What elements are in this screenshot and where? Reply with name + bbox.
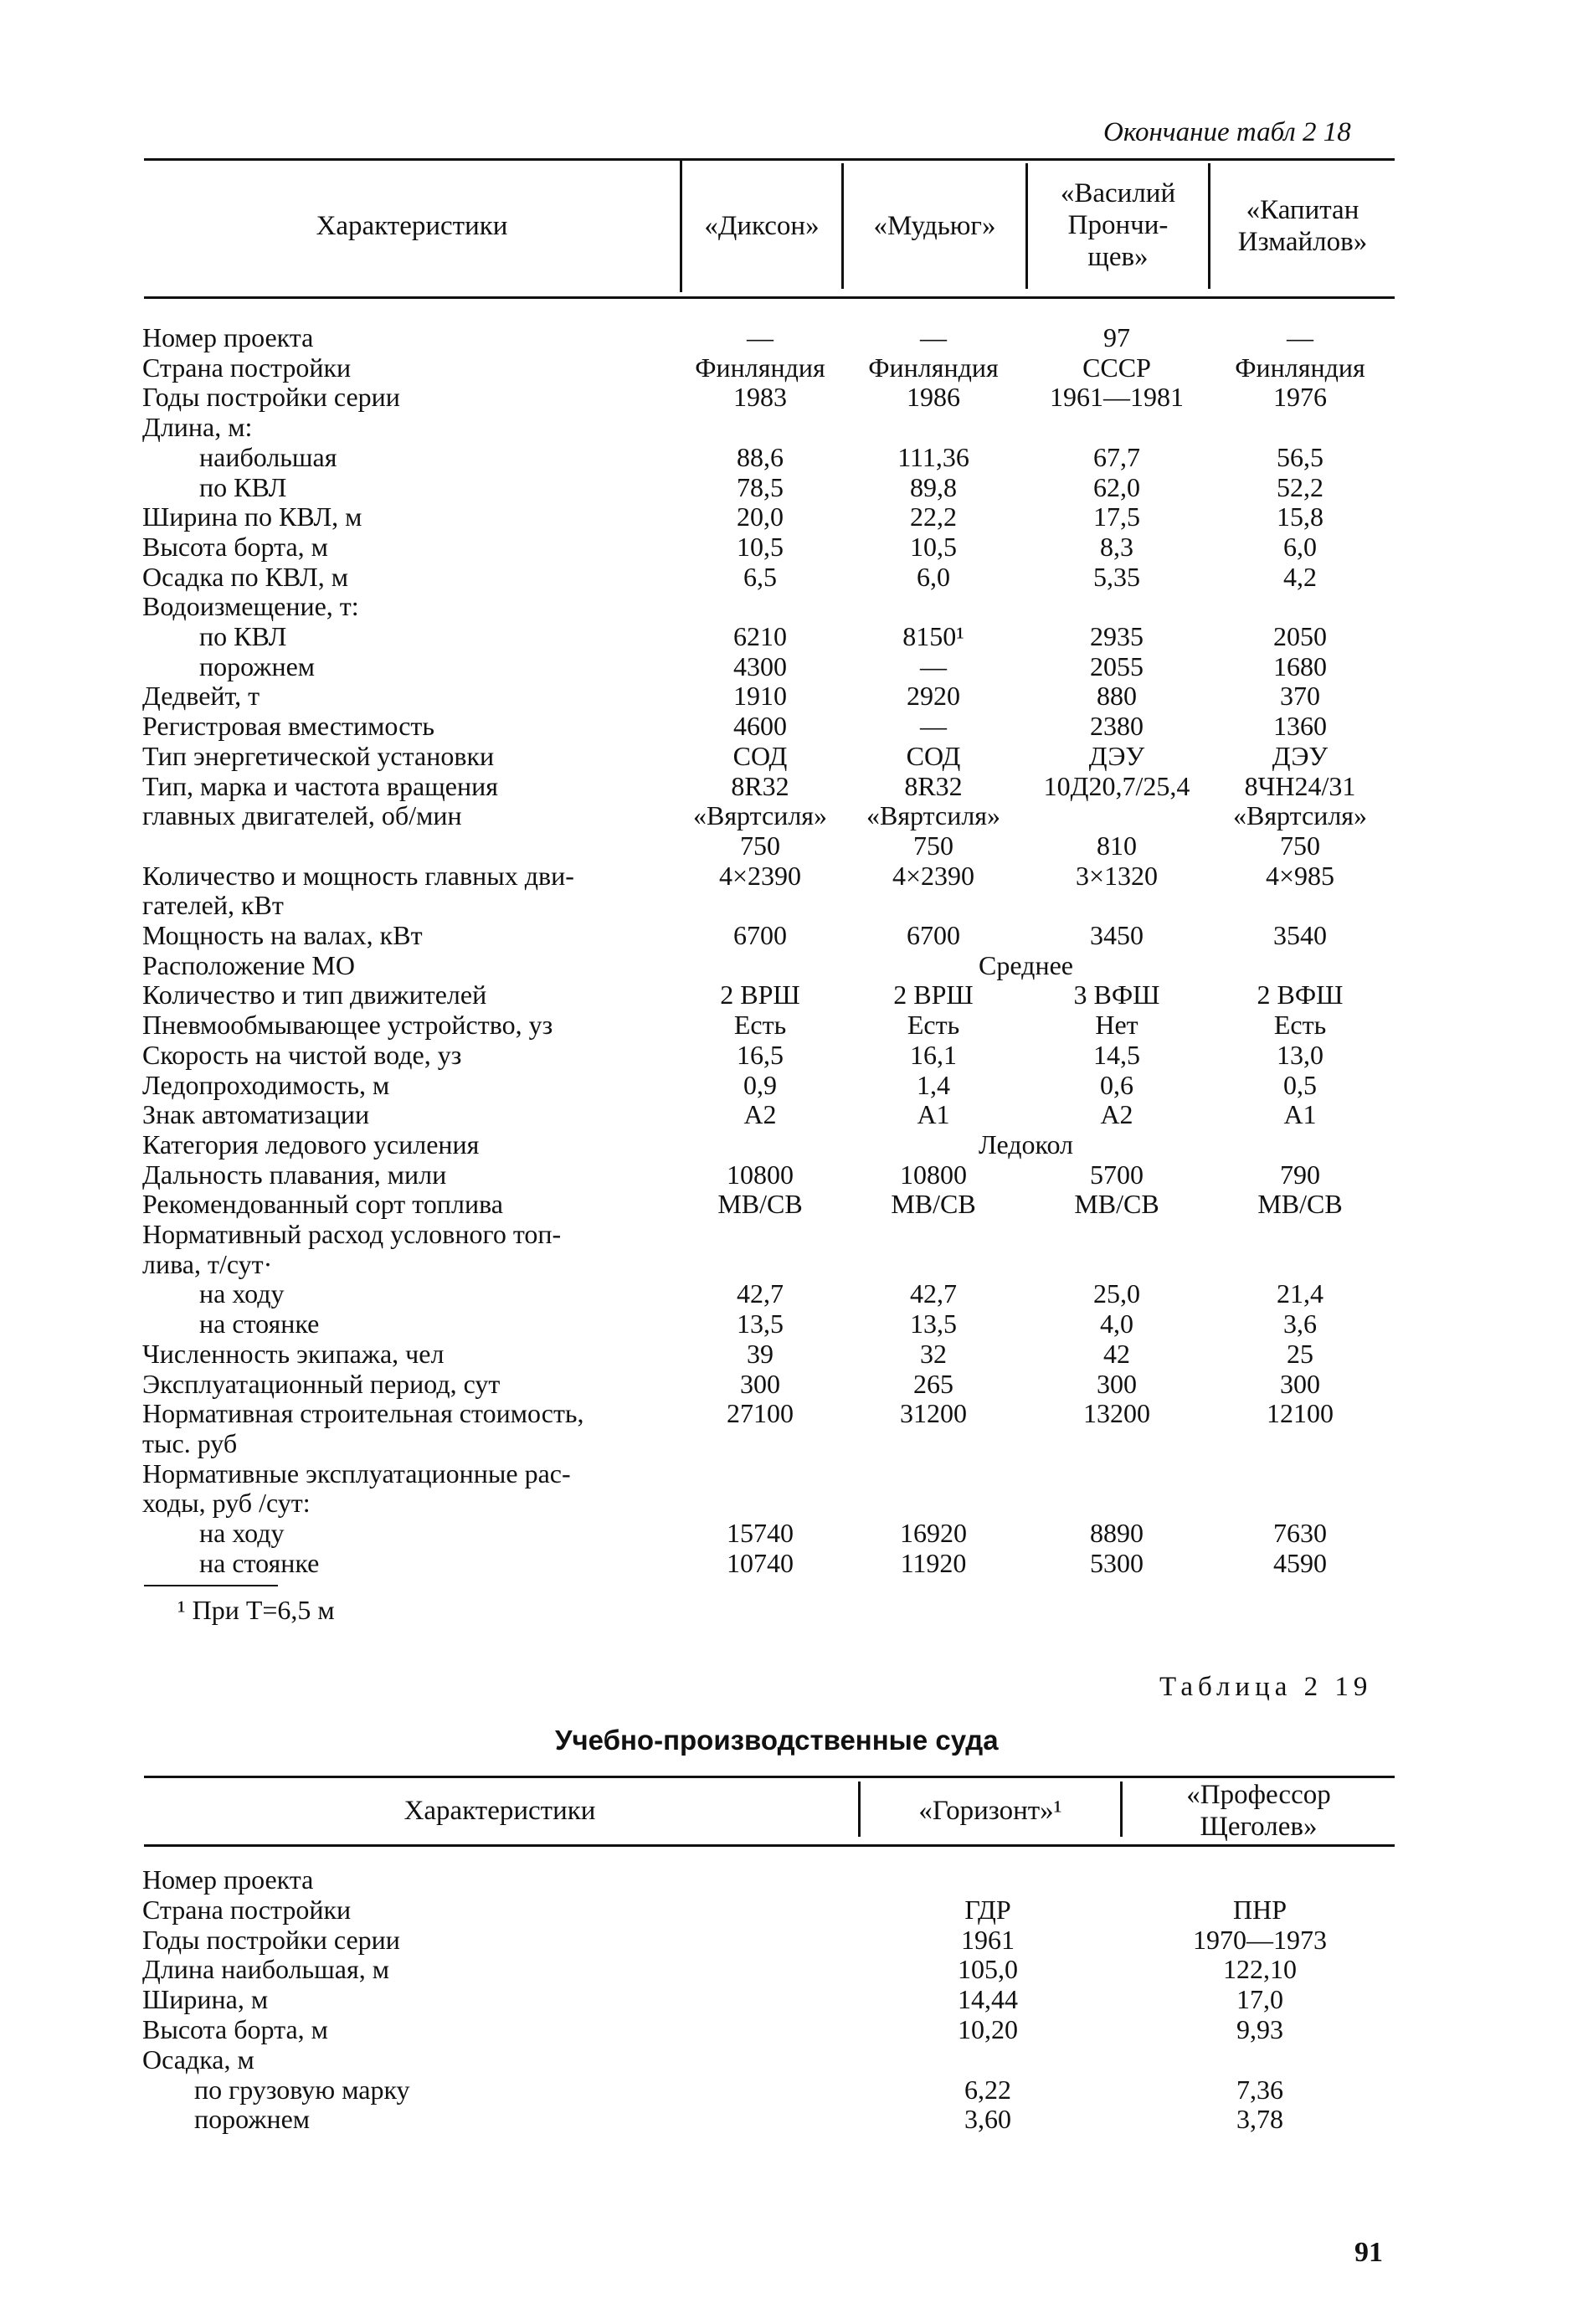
table-cell: 0,9 (743, 1070, 777, 1100)
table2-header-characteristics: Характеристики (403, 1796, 596, 1826)
table-cell: 2920 (907, 681, 960, 711)
table-cell: 3450 (1090, 920, 1144, 950)
table-cell: 42,7 (910, 1278, 957, 1309)
table-cell: 32 (920, 1339, 947, 1369)
row-label: Знак автоматизации (142, 1099, 370, 1129)
table-cell: 15740 (727, 1518, 794, 1548)
table-cell: 1986 (907, 382, 960, 412)
table-cell: — (920, 651, 947, 681)
table-cell: ГДР (964, 1895, 1011, 1925)
table-row (0, 771, 1583, 801)
row-label: Высота борта, м (142, 532, 328, 562)
table-row (0, 741, 1583, 771)
table-row (0, 2014, 1583, 2044)
table-cell: 8ЧН24/31 (1244, 771, 1356, 801)
table-row (0, 1129, 1583, 1159)
table-cell: 370 (1280, 681, 1320, 711)
table-cell: 27100 (727, 1398, 794, 1428)
table-cell: 8150¹ (902, 621, 964, 651)
table-cell: 4×2390 (718, 861, 802, 891)
table-cell: 31200 (900, 1398, 967, 1428)
table-cell: 1910 (733, 681, 787, 711)
table-cell: 1961—1981 (1050, 382, 1184, 412)
table-cell: Финляндия (1235, 352, 1365, 383)
table-row (0, 621, 1583, 651)
row-label: главных двигателей, об/мин (142, 800, 462, 830)
table-cell: Есть (907, 1010, 960, 1040)
table-row (0, 442, 1583, 472)
table-row (0, 800, 1583, 830)
row-label: Дедвейт, т (142, 681, 260, 711)
table-cell: ДЭУ (1088, 741, 1145, 771)
table-cell: МВ/СВ (717, 1189, 803, 1219)
table-cell: 2935 (1090, 621, 1144, 651)
table-cell: 0,5 (1283, 1070, 1317, 1100)
table-cell: А2 (1100, 1099, 1133, 1129)
row-spanning-value: Ледокол (978, 1129, 1073, 1159)
table-cell: 16,1 (910, 1040, 957, 1070)
table-row (0, 352, 1583, 383)
table1-footnote: ¹ При T=6,5 м (177, 1595, 335, 1625)
table-cell: 7,36 (1236, 2075, 1283, 2105)
table-cell: 2055 (1090, 651, 1144, 681)
table-row (0, 1070, 1583, 1100)
row-label: на ходу (199, 1278, 285, 1309)
row-label: по грузовую марку (194, 2075, 410, 2105)
table2-header-bottom-rule (144, 1844, 1395, 1847)
table-row (0, 1219, 1583, 1249)
table-row (0, 2075, 1583, 2105)
table-row (0, 830, 1583, 861)
table-row (0, 1458, 1583, 1488)
table-cell: 8R32 (731, 771, 789, 801)
table-cell: 810 (1097, 830, 1137, 861)
table-cell: 5,35 (1093, 562, 1140, 592)
table-cell: 9,93 (1236, 2014, 1283, 2044)
table-cell: 15,8 (1277, 501, 1323, 532)
table-cell: 21,4 (1277, 1278, 1323, 1309)
table-cell: 6700 (733, 920, 787, 950)
table-cell: Есть (1273, 1010, 1327, 1040)
table-cell: 78,5 (737, 472, 784, 502)
table-cell: 750 (913, 830, 953, 861)
table1-header-bottom-rule (144, 296, 1395, 299)
table-row (0, 1309, 1583, 1339)
table-cell: 5300 (1090, 1548, 1144, 1578)
table-cell: 62,0 (1093, 472, 1140, 502)
table-cell: — (747, 322, 774, 352)
row-label: тыс. руб (142, 1428, 238, 1458)
row-label: порожнем (199, 651, 316, 681)
table-cell: 2 ВФШ (1257, 979, 1344, 1010)
table2-header-gorizont: «Горизонт»¹ (918, 1796, 1062, 1826)
table-cell: 10Д20,7/25,4 (1043, 771, 1190, 801)
table-cell: А1 (1283, 1099, 1317, 1129)
row-label: Номер проекта (142, 322, 314, 352)
table-cell: Есть (733, 1010, 787, 1040)
table-cell: 4,2 (1283, 562, 1317, 592)
table-row (0, 1398, 1583, 1428)
table-cell: 1983 (733, 382, 787, 412)
table-row (0, 890, 1583, 920)
table-cell: 750 (740, 830, 780, 861)
row-spanning-value: Среднее (979, 950, 1073, 980)
row-label: Численность экипажа, чел (142, 1339, 445, 1369)
table-cell: 4×985 (1265, 861, 1335, 891)
table-cell: 52,2 (1277, 472, 1323, 502)
table-cell: «Вяртсиля» (692, 800, 828, 830)
row-label: Мощность на валах, кВт (142, 920, 423, 950)
table-cell: 3,6 (1283, 1309, 1317, 1339)
table-cell: 300 (1097, 1369, 1137, 1399)
table-cell: 14,44 (958, 1984, 1018, 2014)
table-cell: 4590 (1273, 1548, 1327, 1578)
table-cell: 880 (1097, 681, 1137, 711)
table-row (0, 501, 1583, 532)
table-row (0, 322, 1583, 352)
table-cell: 17,0 (1236, 1984, 1283, 2014)
table1-header-kapitan-izmaylov: «Капитан Измайлов» (1237, 195, 1368, 257)
table-cell: 4,0 (1100, 1309, 1133, 1339)
table-row (0, 1864, 1583, 1895)
table-cell: 14,5 (1093, 1040, 1140, 1070)
table-cell: 105,0 (958, 1954, 1018, 1984)
table1-header-characteristics: Характеристики (316, 211, 508, 241)
table-cell: 2050 (1273, 621, 1327, 651)
table-cell: 17,5 (1093, 501, 1140, 532)
table-title: Учебно-производственные суда (555, 1725, 999, 1756)
table-cell: ПНР (1232, 1895, 1287, 1925)
row-label: Номер проекта (142, 1864, 314, 1895)
table-cell: 13200 (1083, 1398, 1150, 1428)
table-cell: 12100 (1267, 1398, 1334, 1428)
table-cell: 16,5 (737, 1040, 784, 1070)
table-cell: 6,0 (1283, 532, 1317, 562)
table-cell: 67,7 (1093, 442, 1140, 472)
table-cell: 8,3 (1100, 532, 1133, 562)
row-label: Дальность плавания, мили (142, 1159, 447, 1190)
table-row (0, 412, 1583, 442)
table-cell: 25,0 (1093, 1278, 1140, 1309)
row-label: на стоянке (199, 1548, 320, 1578)
table-cell: 3,60 (964, 2104, 1011, 2134)
table-cell: 1970—1973 (1193, 1925, 1327, 1955)
table-cell: 88,6 (737, 442, 784, 472)
table1-header-mudyug: «Мудьюг» (873, 211, 996, 241)
row-label: лива, т/сут· (142, 1249, 273, 1279)
table-continuation-note: Окончание табл 2 18 (1103, 117, 1351, 147)
table-cell: ДЭУ (1272, 741, 1329, 771)
table-row (0, 1249, 1583, 1279)
table-cell: 20,0 (737, 501, 784, 532)
table-row (0, 681, 1583, 711)
row-label: Тип энергетической установки (142, 741, 495, 771)
table-cell: 6,22 (964, 2075, 1011, 2105)
table-row (0, 1040, 1583, 1070)
table-cell: «Вяртсиля» (866, 800, 1001, 830)
table-cell: 2 ВРШ (893, 979, 974, 1010)
table-row (0, 1984, 1583, 2014)
table-cell: Финляндия (868, 352, 999, 383)
row-label: Страна постройки (142, 1895, 352, 1925)
table-row (0, 920, 1583, 950)
table-cell: 3,78 (1236, 2104, 1283, 2134)
table-cell: 10,5 (737, 532, 784, 562)
row-label: Рекомендованный сорт топлива (142, 1189, 503, 1219)
table-cell: МВ/СВ (1074, 1189, 1159, 1219)
table-row (0, 382, 1583, 412)
row-label: Нормативная строительная стоимость, (142, 1398, 584, 1428)
table-cell: 1976 (1273, 382, 1327, 412)
row-label: Тип, марка и частота вращения (142, 771, 498, 801)
row-label: Длина наибольшая, м (142, 1954, 389, 1984)
table-cell: 10800 (727, 1159, 794, 1190)
table-row (0, 861, 1583, 891)
table-cell: 13,0 (1277, 1040, 1323, 1070)
table-row (0, 711, 1583, 741)
table-cell: 6,5 (743, 562, 777, 592)
table-row (0, 1895, 1583, 1925)
row-label: наибольшая (199, 442, 337, 472)
table-cell: 6,0 (917, 562, 950, 592)
table2-top-rule (144, 1776, 1395, 1778)
row-label: Осадка по КВЛ, м (142, 562, 348, 592)
table-row (0, 2044, 1583, 2075)
table-row (0, 1099, 1583, 1129)
page-number: 91 (1354, 2237, 1383, 2268)
table-cell: СОД (906, 741, 961, 771)
table-cell: 750 (1280, 830, 1320, 861)
row-label: Ширина по КВЛ, м (142, 501, 362, 532)
table1-top-rule (144, 158, 1395, 161)
row-label: порожнем (194, 2104, 311, 2134)
row-label: Страна постройки (142, 352, 352, 383)
row-label: на стоянке (199, 1309, 320, 1339)
table-row (0, 950, 1583, 980)
table-cell: — (920, 322, 947, 352)
table-cell: 300 (740, 1369, 780, 1399)
table-cell: 56,5 (1277, 442, 1323, 472)
table-row (0, 591, 1583, 621)
table-cell: — (1287, 322, 1313, 352)
table-cell: «Вяртсиля» (1232, 800, 1368, 830)
table-row (0, 1548, 1583, 1578)
table-cell: А1 (917, 1099, 950, 1129)
table-cell: 42 (1103, 1339, 1130, 1369)
table-row (0, 651, 1583, 681)
row-label: Высота борта, м (142, 2014, 328, 2044)
row-label: Водоизмещение, т: (142, 591, 359, 621)
table-cell: 122,10 (1223, 1954, 1297, 1984)
table-cell: 10740 (727, 1548, 794, 1578)
table-row (0, 1189, 1583, 1219)
table-cell: 7630 (1273, 1518, 1327, 1548)
table-row (0, 979, 1583, 1010)
table-cell: 265 (913, 1369, 953, 1399)
table-cell: 4600 (733, 711, 787, 741)
row-label: Количество и мощность главных дви- (142, 861, 574, 891)
table-cell: Нет (1095, 1010, 1138, 1040)
table-cell: 8890 (1090, 1518, 1144, 1548)
table-row (0, 532, 1583, 562)
row-label: на ходу (199, 1518, 285, 1548)
table-row (0, 1010, 1583, 1040)
table-cell: 42,7 (737, 1278, 784, 1309)
table-cell: 2380 (1090, 711, 1144, 741)
table-cell: 790 (1280, 1159, 1320, 1190)
row-label: Длина, м: (142, 412, 253, 442)
table-row (0, 1339, 1583, 1369)
table-cell: 10,5 (910, 532, 957, 562)
row-label: Нормативные эксплуатационные рас- (142, 1458, 571, 1488)
table-cell: 1961 (961, 1925, 1015, 1955)
table-cell: 13,5 (737, 1309, 784, 1339)
table-cell: 13,5 (910, 1309, 957, 1339)
table-number: Таблица 2 19 (1159, 1672, 1373, 1702)
table-cell: 97 (1103, 322, 1130, 352)
table-cell: 3×1320 (1075, 861, 1159, 891)
table-cell: 0,6 (1100, 1070, 1133, 1100)
row-label: Эксплуатационный период, сут (142, 1369, 501, 1399)
table-cell: 2 ВРШ (720, 979, 800, 1010)
table-cell: 10,20 (958, 2014, 1018, 2044)
table-cell: МВ/СВ (891, 1189, 976, 1219)
table-cell: 3 ВФШ (1073, 979, 1160, 1010)
table-cell: А2 (743, 1099, 777, 1129)
table1-footnote-rule (144, 1585, 278, 1586)
table-row (0, 1518, 1583, 1548)
table-cell: СОД (732, 741, 788, 771)
table-cell: 10800 (900, 1159, 967, 1190)
table1-header-dikson: «Диксон» (704, 211, 820, 241)
table-cell: 8R32 (904, 771, 963, 801)
row-label: Годы постройки серии (142, 1925, 400, 1955)
row-label: Осадка, м (142, 2044, 254, 2075)
table-cell: 3540 (1273, 920, 1327, 950)
row-label: Категория ледового усиления (142, 1129, 480, 1159)
row-label: Расположение МО (142, 950, 355, 980)
row-label: Регистровая вместимость (142, 711, 434, 741)
table-cell: 39 (747, 1339, 774, 1369)
table-cell: 300 (1280, 1369, 1320, 1399)
table-row (0, 1428, 1583, 1458)
table-row (0, 562, 1583, 592)
table-row (0, 472, 1583, 502)
row-label: Ширина, м (142, 1984, 269, 2014)
table-row (0, 1954, 1583, 1984)
row-label: ходы, руб /сут: (142, 1488, 311, 1518)
table-cell: 89,8 (910, 472, 957, 502)
row-label: Годы постройки серии (142, 382, 400, 412)
table-cell: — (920, 711, 947, 741)
table-row (0, 1159, 1583, 1190)
table-cell: 1680 (1273, 651, 1327, 681)
row-label: Количество и тип движителей (142, 979, 487, 1010)
table-cell: 6700 (907, 920, 960, 950)
table-row (0, 1369, 1583, 1399)
table2-header-professor-shchegolev: «Профессор Щеголев» (1186, 1780, 1331, 1842)
table-row (0, 2104, 1583, 2134)
row-label: Нормативный расход условного топ- (142, 1219, 562, 1249)
row-label: по КВЛ (199, 621, 287, 651)
table-cell: 1360 (1273, 711, 1327, 741)
table1-header-vasiliy-pronchishchev: «Василий Прончи- щев» (1060, 178, 1176, 272)
table-cell: 25 (1287, 1339, 1313, 1369)
table-cell: 22,2 (910, 501, 957, 532)
table-cell: СССР (1082, 352, 1151, 383)
table-cell: 6210 (733, 621, 787, 651)
row-label: по КВЛ (199, 472, 287, 502)
table-row (0, 1278, 1583, 1309)
table-cell: 5700 (1090, 1159, 1144, 1190)
row-label: Скорость на чистой воде, уз (142, 1040, 462, 1070)
row-label: Пневмообмывающее устройство, уз (142, 1010, 553, 1040)
table-cell: МВ/СВ (1257, 1189, 1343, 1219)
table-cell: 4300 (733, 651, 787, 681)
row-label: Ледопроходимость, м (142, 1070, 390, 1100)
table-cell: 111,36 (897, 442, 969, 472)
table-cell: 16920 (900, 1518, 967, 1548)
table-row (0, 1925, 1583, 1955)
row-label: гателей, кВт (142, 890, 284, 920)
table-cell: 4×2390 (892, 861, 975, 891)
table-cell: Финляндия (695, 352, 825, 383)
table-cell: 11920 (900, 1548, 967, 1578)
table-cell: 1,4 (917, 1070, 950, 1100)
table-row (0, 1488, 1583, 1518)
